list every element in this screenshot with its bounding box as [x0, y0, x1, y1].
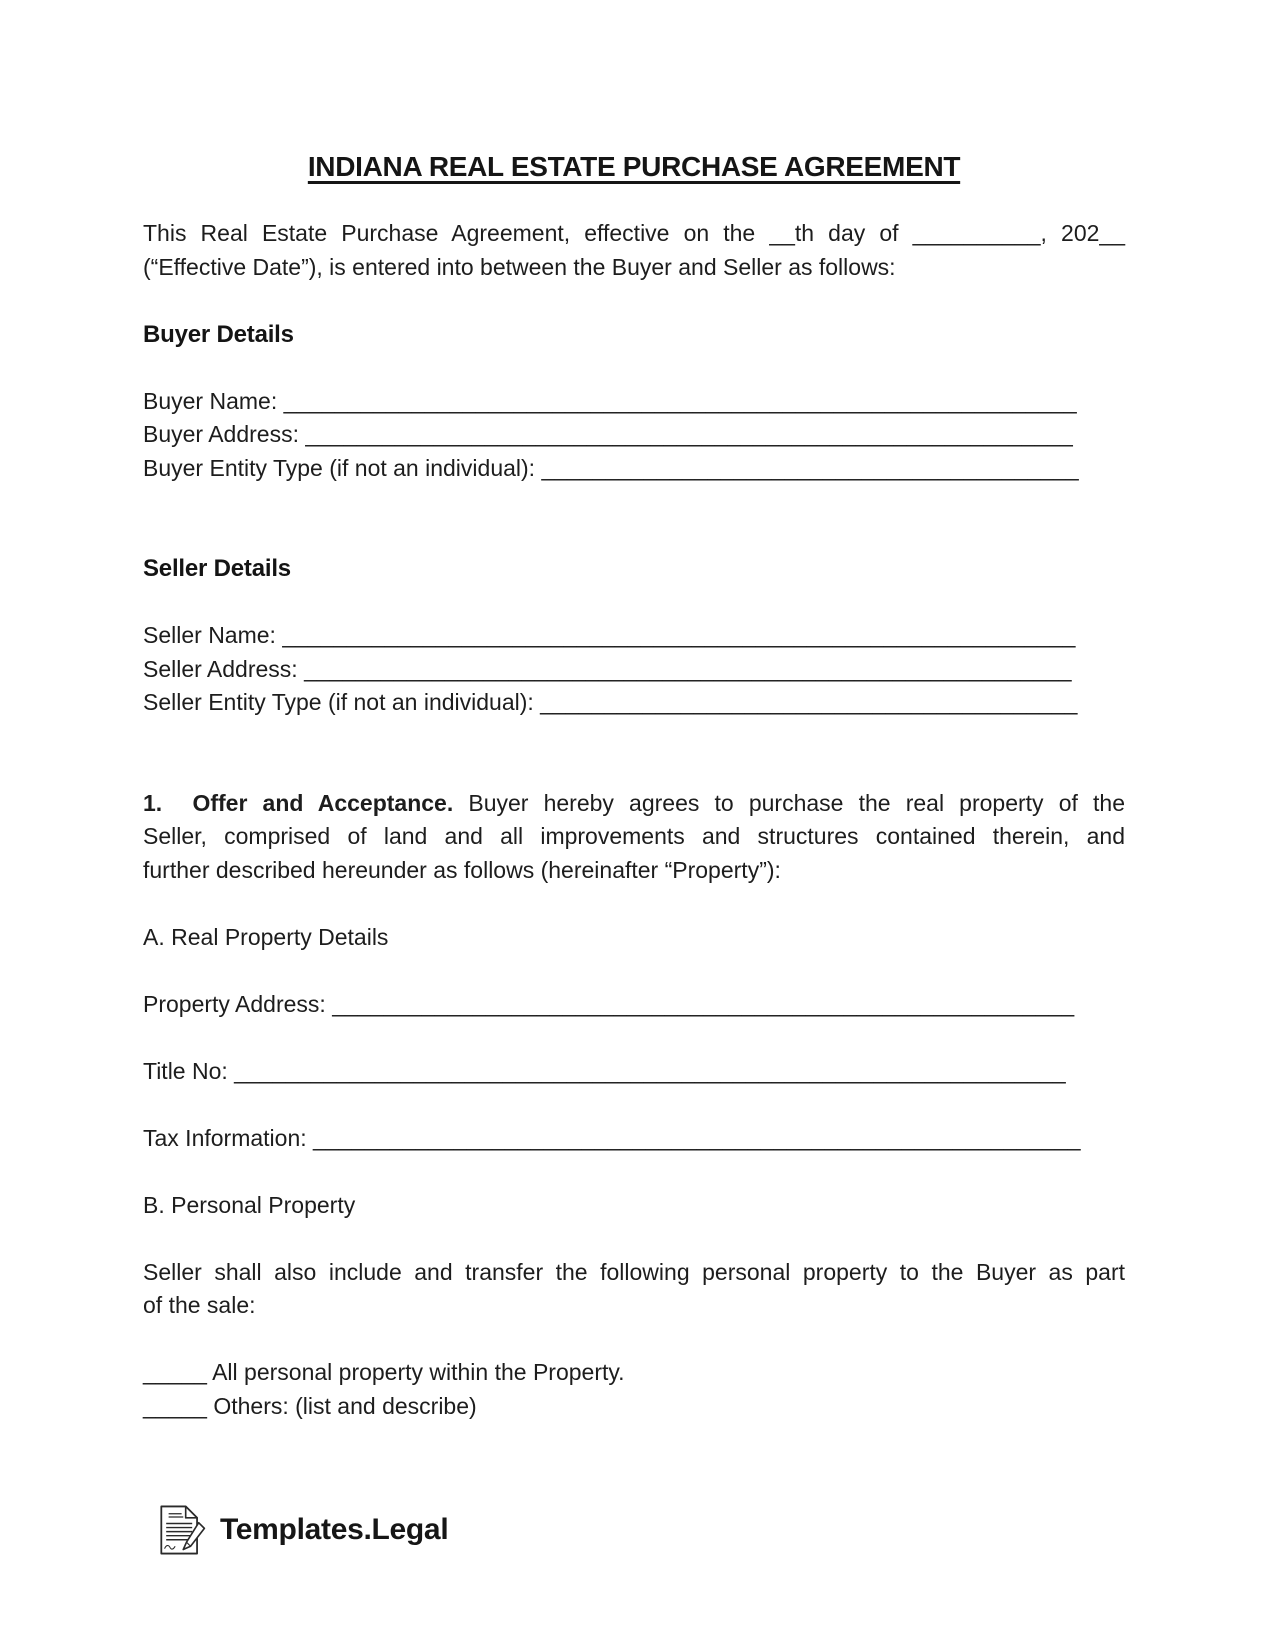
tax-information-field — [143, 1122, 1125, 1156]
offer-and-acceptance-paragraph — [143, 787, 1125, 888]
seller-details-fields — [143, 619, 1125, 720]
document-title: INDIANA REAL ESTATE PURCHASE AGREEMENT — [307, 151, 961, 182]
seller-entity-type-blank-line: __________________________________________ — [540, 689, 1078, 715]
buyer-name-field — [143, 385, 1125, 419]
title-no-blank-line: _________________________________________________________________ — [234, 1057, 1066, 1084]
buyer-name-blank-line: ______________________________________________________________ — [283, 387, 1077, 414]
intro-paragraph — [143, 217, 1125, 284]
option-all-personal-property: _____ All personal property within the Property. — [143, 1359, 625, 1385]
tax-information-blank-line: ____________________________________________________________ — [313, 1124, 1081, 1151]
buyer-entity-type-blank-line: __________________________________________ — [541, 454, 1079, 481]
intro-line-2: (“Effective Date”), is entered into between the Buyer and Seller as follows: — [143, 253, 896, 280]
seller-entity-type-field — [143, 686, 1125, 720]
title-no-field — [143, 1055, 1125, 1089]
buyer-entity-type-field — [143, 452, 1125, 486]
seller-details-heading: Seller Details — [143, 555, 291, 582]
property-address-blank-line: __________________________________________________________ — [332, 990, 1075, 1017]
document-pen-icon — [154, 1502, 206, 1558]
personal-property-line-1: Seller shall also include and transfer the following personal property to the Buyer as part — [143, 1258, 1125, 1285]
property-address-label: Property Address: — [143, 990, 333, 1017]
buyer-address-blank-line: ____________________________________________________________ — [305, 421, 1073, 447]
brand-footer — [154, 1502, 448, 1558]
property-address-field — [143, 988, 1125, 1022]
buyer-details-heading: Buyer Details — [143, 320, 294, 348]
seller-address-field — [143, 653, 1125, 687]
offer-line-3: further described hereunder as follows (hereinafter “Property”): — [143, 856, 781, 883]
title-no-label: Title No: — [143, 1057, 235, 1084]
buyer-details-fields — [143, 385, 1125, 486]
option-others: _____ Others: (list and describe) — [143, 1392, 477, 1419]
brand-name: Templates.Legal — [220, 1513, 449, 1546]
buyer-address-label: Buyer Address: — [143, 421, 306, 447]
buyer-name-label: Buyer Name: — [143, 387, 284, 414]
intro-line-1: This Real Estate Purchase Agreement, effective on the __th day of __________, 202__ — [143, 220, 1125, 246]
seller-name-label: Seller Name: — [143, 622, 283, 648]
personal-property-heading: B. Personal Property — [143, 1191, 356, 1218]
offer-clause-number-title: 1. Offer and Acceptance. — [143, 789, 454, 816]
personal-property-paragraph — [143, 1256, 1125, 1323]
real-property-details-heading: A. Real Property Details — [143, 923, 389, 950]
offer-line-2: Seller, comprised of land and all improvements and structures contained therein, and — [143, 823, 1125, 849]
personal-property-line-2: of the sale: — [143, 1292, 256, 1318]
seller-address-label: Seller Address: — [143, 655, 305, 682]
page-content — [143, 150, 1125, 1423]
seller-name-blank-line: ______________________________________________________________ — [282, 622, 1076, 648]
personal-property-options — [143, 1356, 1125, 1423]
buyer-address-field — [143, 418, 1125, 452]
seller-address-blank-line: ____________________________________________________________ — [304, 655, 1072, 682]
seller-entity-type-label: Seller Entity Type (if not an individual): — [143, 689, 541, 715]
tax-information-label: Tax Information: — [143, 1124, 314, 1151]
seller-name-field — [143, 619, 1125, 653]
offer-line-1 — [143, 787, 1125, 821]
offer-line-1-text: Buyer hereby agrees to purchase the real property of the — [453, 789, 1125, 816]
buyer-entity-type-label: Buyer Entity Type (if not an individual): — [143, 454, 542, 481]
